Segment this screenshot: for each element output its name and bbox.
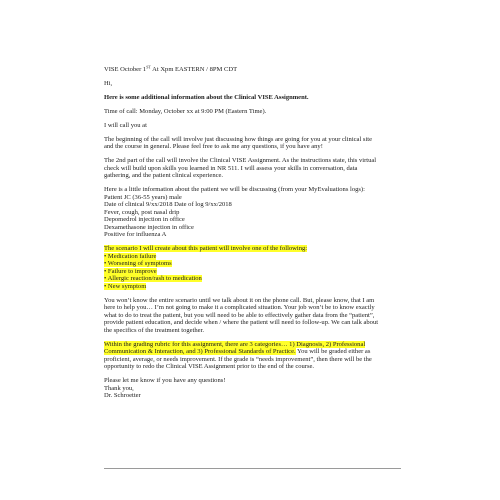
paragraph-text: You will be graded either as [295, 348, 371, 355]
document-title [104, 66, 408, 74]
paragraph-line: The 2nd part of the call will involve the Clinical VISE Assignment. As the instructions state, this virtual [104, 157, 377, 164]
highlighted-text: • Failure to improve [104, 267, 157, 275]
assignment-paragraph [104, 157, 408, 180]
highlighted-text: Communication & Interaction, and 3) Professional Standards of Practice. [104, 348, 296, 355]
patient-info-line: Dexamethasone injection in office [104, 223, 194, 231]
patient-info-line: Patient JC (36-55 years) male [104, 193, 182, 201]
paragraph-line: provide patient education, and decide when / where the patient will need to follow-up. We can talk about [104, 319, 379, 326]
paragraph-line [104, 341, 408, 349]
footer-divider [104, 468, 401, 469]
patient-info-line: Date of clinical 9/xx/2018 Date of log 9/xx/2018 [104, 201, 232, 208]
highlighted-text: • New symptom [104, 282, 147, 290]
time-of-call: Time of call: Monday, October xx at 9:00 PM (Eastern Time). [104, 107, 267, 115]
closing [104, 377, 408, 400]
title-superscript: ST [146, 64, 151, 70]
patient-info-line: Fever, cough, post nasal drip [104, 208, 180, 216]
scenario-item [104, 283, 408, 291]
heading: Here is some additional information about the Clinical VISE Assignment. [104, 93, 309, 101]
highlighted-text: Within the grading rubric for this assignment, there are 3 categories… 1) Diagnosis, 2) Professional [104, 340, 366, 348]
paragraph-line: gathering, and the patient clinical experience. [104, 172, 224, 179]
rubric-paragraph [104, 341, 408, 371]
signature: Dr. Schroetter [104, 392, 141, 399]
paragraph-line: check will build upon skills you learned in NR 511. I will assess your skills in conversation, data [104, 164, 358, 172]
greeting: Hi, [104, 79, 113, 87]
scenario-item [104, 275, 408, 283]
paragraph-line: proficient, average, or needs improvement. If the grade is “needs improvement”, then there will be the [104, 355, 372, 363]
paragraph-line [104, 348, 408, 356]
closing-line: Thank you, [104, 384, 134, 392]
intro-paragraph [104, 136, 408, 151]
patient-info [104, 186, 408, 239]
scenario-intro [104, 245, 408, 253]
paragraph-line: opportunity to redo the Clinical VISE Assignment prior to the end of the course. [104, 363, 315, 370]
scenario-item [104, 268, 408, 276]
patient-info-line: Positive for influenza A [104, 231, 167, 238]
highlighted-text: The scenario I will create about this patient will involve one of the following: [104, 245, 308, 252]
scenario-paragraph [104, 297, 408, 335]
paragraph-line: The beginning of the call will involve just discussing how things are going for you at your clinical site [104, 135, 373, 143]
patient-info-line: Here is a little information about the patient we will be discussing (from your MyEvaluations logs): [104, 186, 365, 193]
paragraph-line: and the course in general. Please feel free to ask me any questions, if you have any! [104, 143, 323, 150]
title-text: VISE October 1 [104, 66, 147, 73]
scenario-item [104, 253, 408, 261]
paragraph-line: the specifics of the treatment together. [104, 326, 204, 334]
highlighted-text: • Allergic reaction/rash to medication [104, 275, 202, 282]
paragraph-line: You won’t know the entire scenario until we talk about it on the phone call. But, please know, that I am [104, 296, 375, 304]
highlighted-text: • Worsening of symptoms [104, 260, 172, 267]
scenario-item [104, 260, 408, 268]
closing-line: Please let me know if you have any questions! [104, 377, 226, 384]
patient-info-line: Depomedrol injection in office [104, 216, 185, 223]
will-call-line: I will call you at [104, 121, 147, 129]
highlighted-text: • Medication failure [104, 252, 157, 260]
scenario-list [104, 245, 408, 290]
paragraph-line: here to help you… I’m not going to make it a complicated situation. Your job won’t be to know exactly [104, 304, 375, 311]
paragraph-line: what to do to treat the patient, but you will need to be able to effectively gather data from the “patient”, [104, 311, 375, 319]
title-text-rest: At Xpm EASTERN / 8PM CDT [150, 66, 238, 73]
